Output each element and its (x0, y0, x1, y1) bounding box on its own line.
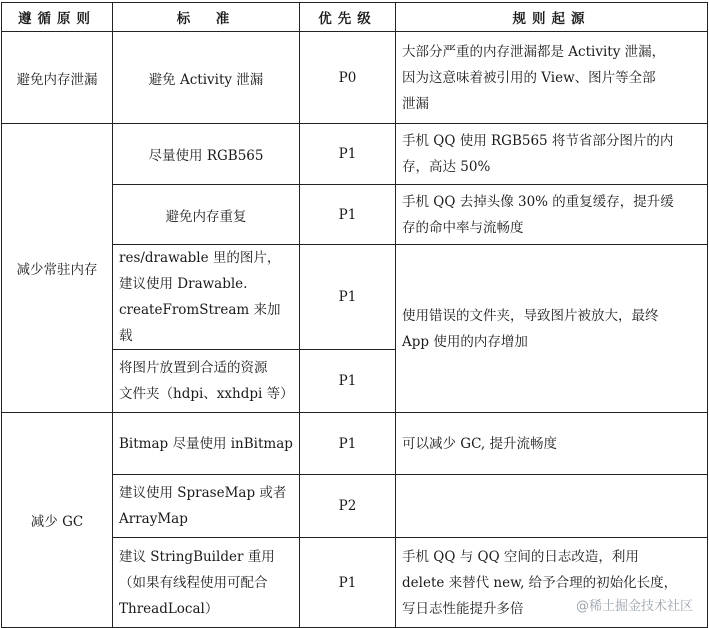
origin-line: 手机 QQ 使用 RGB565 将节省部分图片的内 (402, 133, 674, 149)
table-row (2, 32, 708, 124)
standard-line: createFromStream 来加载 (119, 302, 281, 344)
standard-line: res/drawable 里的图片， (119, 250, 281, 266)
origin-cell (396, 124, 708, 185)
header-principle: 遵循原则 (2, 3, 113, 32)
standard-cell (113, 350, 300, 413)
standard-line: （如果有线程使用可配合 (119, 574, 268, 591)
standard-line: 建议使用 Drawable. (119, 276, 248, 292)
standard-line: Bitmap 尽量使用 inBitmap (119, 435, 293, 452)
header-priority: 优先级 (300, 3, 396, 32)
header-origin: 规则起源 (396, 3, 708, 32)
standard-line: 文件夹（hdpi、xxhdpi 等） (119, 386, 294, 402)
origin-line: App 使用的内存增加 (402, 333, 528, 350)
origin-cell (396, 32, 708, 124)
standard-line: 建议使用 SpraseMap 或者 (119, 485, 287, 501)
origin-line: 手机 QQ 去掉头像 30% 的重复缓存，提升缓 (402, 193, 674, 210)
origin-line: 泄漏 (402, 95, 429, 112)
standard-line: 建议 StringBuilder 重用 (119, 548, 275, 565)
origin-line: delete 来替代 new, 给予合理的初始化长度， (402, 574, 678, 591)
origin-cell (396, 413, 708, 475)
origin-line: 存，高达 50% (402, 159, 491, 175)
standard-line: ArrayMap (119, 511, 188, 527)
origin-cell (396, 538, 708, 628)
origin-line: 可以减少 GC, 提升流畅度 (402, 435, 558, 452)
standard-cell (113, 185, 300, 245)
standard-cell (113, 413, 300, 475)
watermark: @稀土掘金技术社区 (574, 595, 695, 614)
standard-line: 尽量使用 RGB565 (148, 148, 264, 164)
standard-line: 将图片放置到合适的资源 (119, 360, 268, 376)
origin-line: 存的命中率与流畅度 (402, 219, 524, 236)
priority-cell: P1 (300, 185, 396, 245)
priority-cell: P1 (300, 245, 396, 350)
priority-cell: P1 (300, 124, 396, 185)
priority-cell: P1 (300, 413, 396, 475)
standard-cell (113, 538, 300, 628)
priority-cell: P0 (300, 32, 396, 124)
origin-line: 写日志性能提升多倍 (402, 600, 524, 617)
priority-cell: P2 (300, 475, 396, 538)
table-row (2, 413, 708, 475)
standard-cell (113, 124, 300, 185)
table-row (2, 124, 708, 185)
standard-line: 避免内存重复 (165, 208, 247, 225)
origin-line: 因为这意味着被引用的 View、图片等全部 (402, 69, 656, 86)
origin-line: 大部分严重的内存泄漏都是 Activity 泄漏， (402, 43, 666, 60)
priority-cell: P1 (300, 538, 396, 628)
principle-cell: 减少 GC (2, 413, 113, 628)
standard-cell (113, 32, 300, 124)
origin-line: 使用错误的文件夹，导致图片被放大，最终 (402, 307, 659, 324)
principle-cell: 避免内存泄漏 (2, 32, 113, 124)
origin-cell (396, 245, 708, 413)
header-row (2, 3, 708, 32)
header-standard: 标 准 (113, 3, 300, 32)
standard-cell (113, 245, 300, 350)
priority-cell: P1 (300, 350, 396, 413)
origin-line: 手机 QQ 与 QQ 空间的日志改造，利用 (402, 548, 639, 565)
standard-line: ThreadLocal） (119, 600, 219, 617)
origin-cell (396, 185, 708, 245)
standard-line: 避免 Activity 泄漏 (148, 71, 264, 88)
rules-table (1, 2, 708, 628)
origin-cell (396, 475, 708, 538)
principle-cell: 减少常驻内存 (2, 124, 113, 413)
standard-cell (113, 475, 300, 538)
